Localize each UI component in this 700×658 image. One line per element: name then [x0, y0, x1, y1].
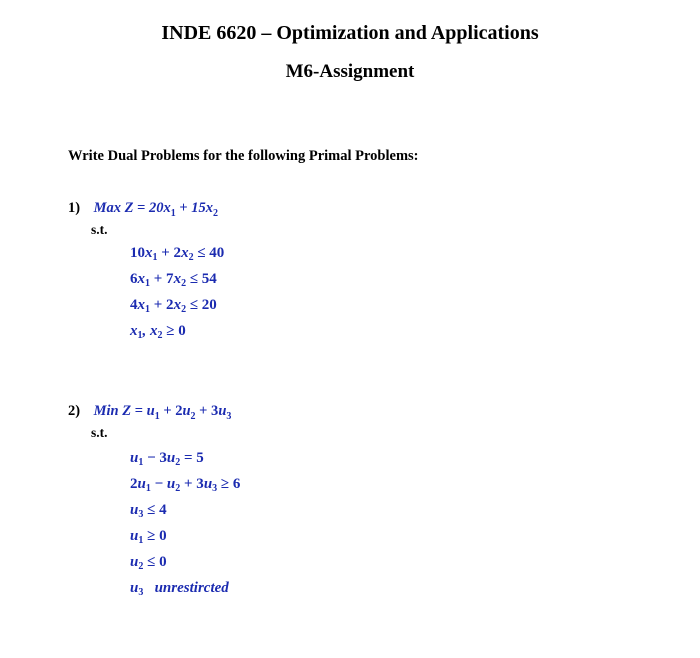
problem-2-objective: [68, 403, 231, 422]
problem-1-objective-expression: Max $Z = 20x_1 + 15x_2$: [93, 200, 219, 219]
problem-2-number: 2): [68, 403, 81, 419]
problem-2-constraint: $u_2 \le 0$: [130, 554, 167, 572]
instruction-text: Write Dual Problems for the following Primal Problems:: [68, 148, 419, 164]
problem-2-constraint: $u_3 \le 4$: [130, 502, 167, 520]
assignment-title: M6-Assignment: [285, 61, 415, 82]
problem-1-constraint: $6x_1 + 7x_2 \le 54$: [130, 271, 217, 289]
course-title: INDE 6620 – Optimization and Applications: [161, 22, 539, 44]
unrestricted-label: unrestircted: [154, 580, 229, 596]
problem-2-constraint: $u_1 \ge 0$: [130, 528, 167, 546]
problem-1-constraint: $10x_1 + 2x_2 \le 40$: [130, 245, 225, 263]
problem-1-st-label: s.t.: [91, 222, 108, 237]
problem-2-constraint: $u_3$ unrestircted: [130, 580, 229, 598]
problem-1-constraint: $4x_1 + 2x_2 \le 20$: [130, 297, 217, 315]
problem-2-st-label: s.t.: [91, 425, 108, 440]
problem-2-objective-expression: Min $Z = u_1 + 2u_2 + 3u_3$: [93, 403, 232, 422]
problem-1-objective: [68, 200, 218, 219]
problem-1-number: 1): [68, 200, 81, 216]
problem-1-constraint: $x_1$, $x_2 \ge 0$: [130, 323, 186, 341]
problem-2-constraint: $u_1 - 3u_2 = 5$: [130, 450, 204, 468]
problem-2-constraint: $2u_1 - u_2 + 3u_3 \ge 6$: [130, 476, 241, 494]
